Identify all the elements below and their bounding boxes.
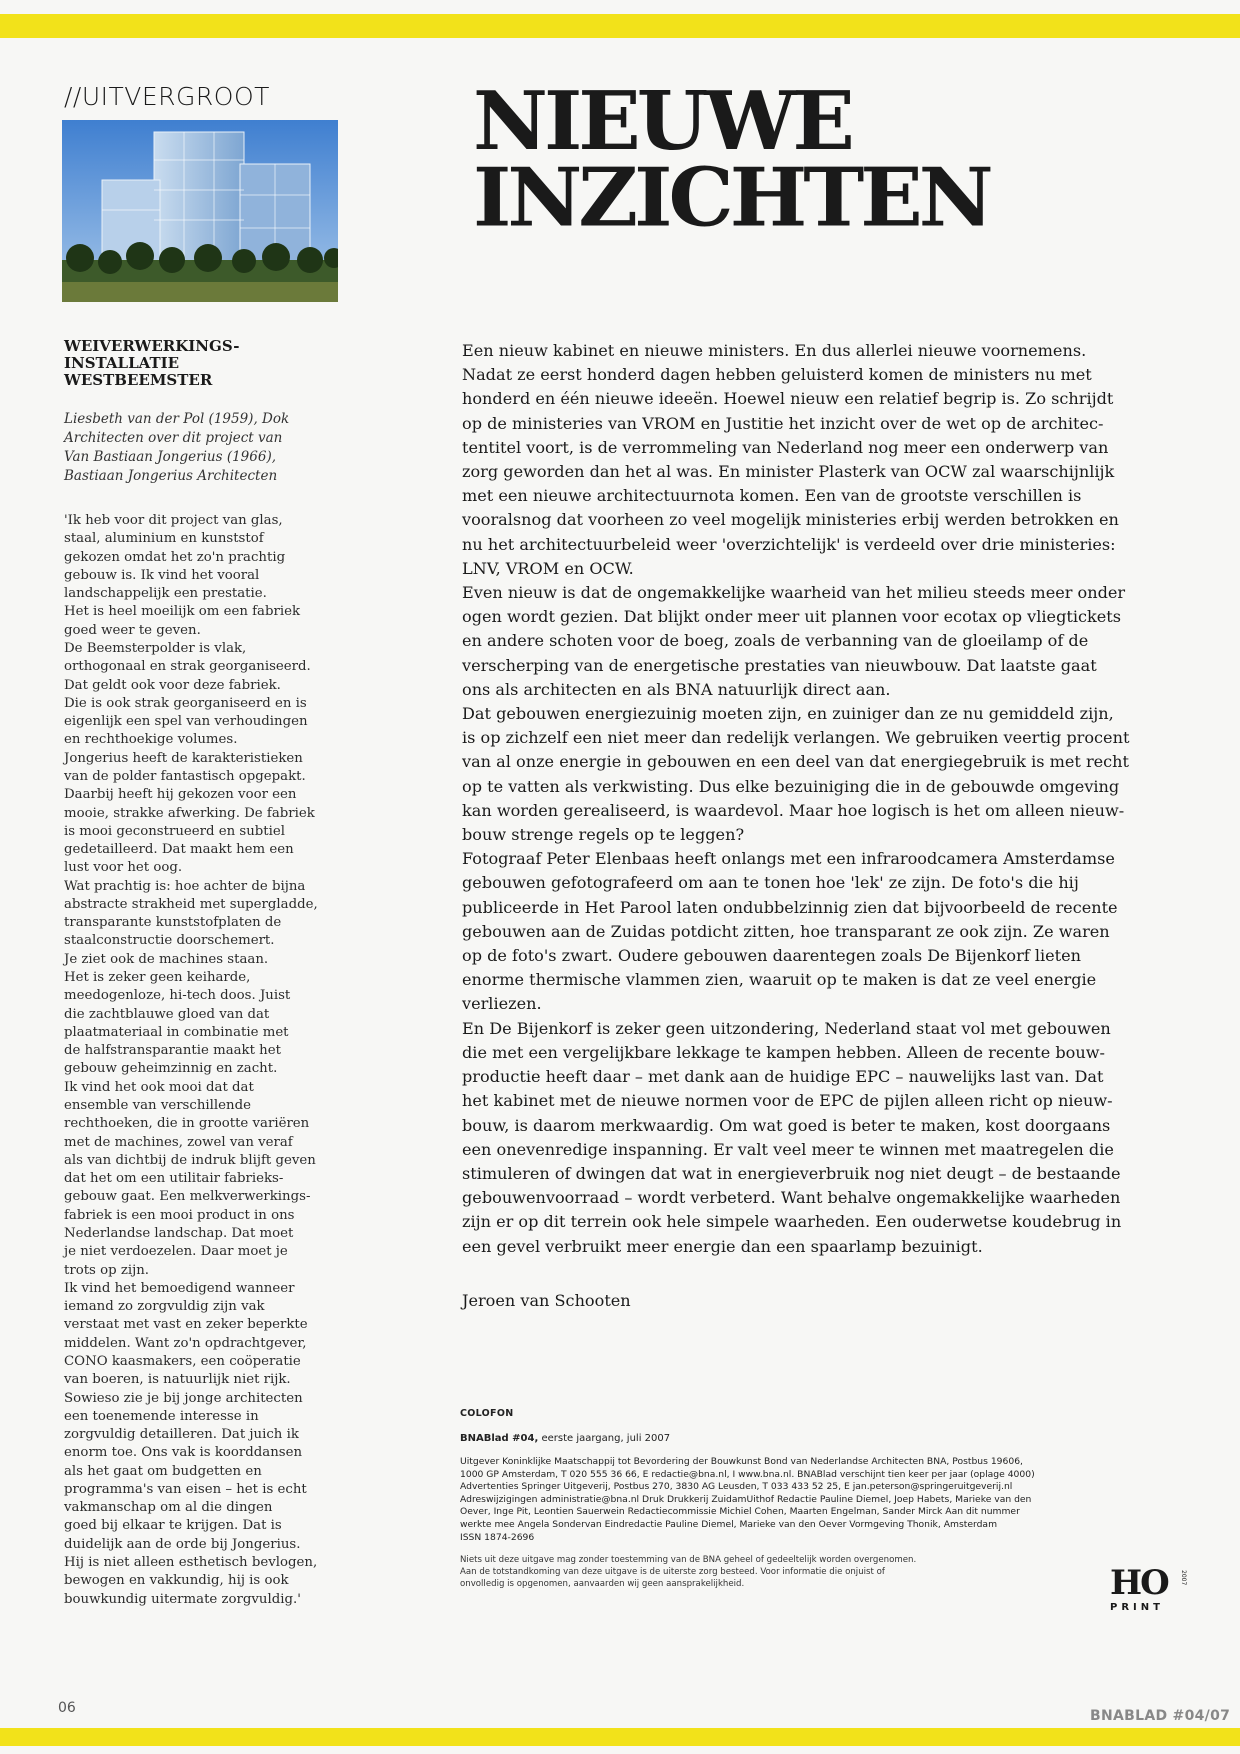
quote-line: 'Ik heb voor dit project van glas, [64,513,283,528]
article-line: Fotograaf Peter Elenbaas heeft onlangs met een infraroodcamera Amsterdamse [462,849,1115,869]
quote-line: mooie, strakke afwerking. De fabriek [64,805,315,821]
article-line: met een nieuwe architectuurnota komen. Een van de grootste verschillen is [462,486,1082,506]
article-line: het kabinet met de nieuwe normen voor de EPC de pijlen alleen richt op nieuw- [462,1091,1113,1111]
quote-line: Sowieso zie je bij jonge architecten [64,1390,303,1406]
quote-line: De Beemsterpolder is vlak, [64,640,247,656]
credit-line: Bastiaan Jongerius Architecten [64,468,278,484]
quote-line: goed weer te geven. [64,622,201,638]
article-line: verliezen. [462,994,542,1014]
article-line: gebouwen aan de Zuidas potdicht zitten, hoe transparant ze ook zijn. Ze waren [462,921,1110,941]
quote-line: rechthoeken, die in grootte variëren [64,1116,310,1132]
quote-line: als van dichtbij de indruk blijft geven [64,1152,316,1168]
article-line: kan worden gerealiseerd, is waardevol. Maar hoe logisch is het om alleen nieuw- [462,800,1125,820]
quote-line: je niet verdoezelen. Daar moet je [64,1244,288,1260]
quote-line: Daarbij heeft hij gekozen voor een [64,787,297,803]
quote-line: dat het om een utilitair fabrieks- [64,1171,284,1187]
colofon-title: COLOFON [460,1408,514,1419]
quote-line: met de machines, zowel van veraf [64,1134,293,1150]
article-line: Nadat ze eerst honderd dagen hebben geluisterd komen de ministers nu met [462,365,1092,385]
quote-line: de halfstransparantie maakt het [64,1043,281,1059]
sidebar-quote [64,512,354,1609]
credit-line: Van Bastiaan Jongerius (1966), [64,449,276,465]
article-line: zijn er op dit terrein ook hele simpele waarheden. Een ouderwetse koudebrug in [462,1212,1122,1232]
quote-line: staal, aluminium en kunststof [64,531,264,547]
article-line: op te vatten als verkwisting. Dus elke bezuiniging die in de gebouwde omgeving [462,776,1120,796]
project-heading [64,338,324,389]
quote-line: orthogonaal en strak georganiseerd. [64,659,311,675]
quote-line: die zachtblauwe gloed van dat [64,1006,270,1022]
quote-line: is mooi geconstrueerd en subtiel [64,823,285,839]
quote-line: Nederlandse landschap. Dat moet [64,1225,294,1241]
logo-year: 2007 [1180,1570,1187,1586]
quote-line: Het is heel moeilijk om een fabriek [64,604,301,620]
quote-line: trots op zijn. [64,1262,150,1278]
colofon-line: 1000 GP Amsterdam, T 020 555 36 66, E redactie@bna.nl, I www.bna.nl. BNABlad verschijnt tien keer per jaar (oplage 4000) [460,1468,1035,1480]
article-line: honderd en één nieuwe ideeën. Hoewel nieuw een relatief begrip is. Zo schrijdt [462,389,1114,409]
article-line: bouw strenge regels op te leggen? [462,825,745,845]
article-line: en andere schoten voor de boeg, zoals de verbanning van de gloeilamp of de [462,631,1089,651]
article-line: een onevenredige inspanning. Er valt veel meer te winnen met maatregelen die [462,1139,1114,1159]
building-illustration [62,120,338,302]
colofon-issue [460,1433,1220,1444]
quote-line: als het gaat om budgetten en [64,1463,262,1479]
footnote-line: onvolledig is opgenomen, aanvaarden wij geen aansprakelijkheid. [460,1579,745,1590]
article-line: enorme thermische vlammen zien, waaruit op te maken is dat ze veel energie [462,970,1097,990]
quote-line: Ik vind het bemoedigend wanneer [64,1280,295,1296]
quote-line: een toenemende interesse in [64,1408,259,1424]
quote-line: eigenlijk een spel van verhoudingen [64,714,308,730]
article-line: nu het architectuurbeleid weer 'overzichtelijk' is verdeeld over drie ministeries: [462,534,1116,554]
page-number: 06 [58,1700,76,1716]
article-line: ogen wordt gezien. Dat blijkt onder meer uit plannen voor ecotax op vliegtickets [462,607,1122,627]
heading-line: WEIVERWERKINGS- [64,337,240,355]
article-line: productie heeft daar – met dank aan de huidige EPC – nauwelijks last van. Dat [462,1067,1104,1087]
colofon-details [460,1456,1220,1544]
article-line: LNV, VROM en OCW. [462,558,634,578]
colofon-footnote [460,1554,1220,1590]
quote-line: ensemble van verschillende [64,1098,251,1113]
article-line: Een nieuw kabinet en nieuwe ministers. En dus allerlei nieuwe voornemens. [462,341,1087,360]
quote-line: landschappelijk een prestatie. [64,586,267,602]
quote-line: gebouw is. Ik vind het vooral [64,567,260,583]
article-line: van al onze energie in gebouwen en een deel van dat energiegebruik is met recht [462,752,1130,772]
article-line: is op zichzelf een niet meer dan redelijk verlangen. We gebruiken veertig procent [462,728,1130,748]
quote-line: meedogenloze, hi-tech doos. Juist [64,988,291,1004]
article-line: En De Bijenkorf is zeker geen uitzondering, Nederland staat vol met gebouwen [462,1018,1111,1038]
quote-line: gekozen omdat het zo'n prachtig [64,549,286,565]
quote-line: CONO kaasmakers, een coöperatie [64,1353,301,1369]
quote-line: abstracte strakheid met supergladde, [64,896,318,912]
quote-line: lust voor het oog. [64,860,183,876]
heading-line: WESTBEEMSTER [64,371,213,389]
quote-line: iemand zo zorgvuldig zijn vak [64,1299,265,1315]
quote-line: transparante kunststofplaten de [64,915,282,931]
colofon-line: werkte mee Angela Sondervan Eindredactie Pauline Diemel, Marieke van den Oever Vormgeving Thonik, Amsterdam [460,1518,998,1530]
article-line: Even nieuw is dat de ongemakkelijke waarheid van het milieu steeds meer onder [462,583,1126,603]
article-line: gebouwenvoorraad – wordt verbeterd. Want behalve ongemakkelijke waarheden [462,1188,1121,1208]
credit-line: Architecten over dit project van [64,430,283,446]
bottom-yellow-band [0,1728,1240,1746]
colofon-line: Advertenties Springer Uitgeverij, Postbus 270, 3830 AG Leusden, T 033 433 52 25, E jan.peterson@springeruitgeverij.nl [460,1481,1013,1493]
title-line-1: NIEUWE [473,74,851,169]
article-line: ons als architecten en als BNA natuurlijk direct aan. [462,679,891,699]
quote-line: enorm toe. Ons vak is koorddansen [64,1445,303,1461]
quote-line: gebouw gaat. Een melkverwerkings- [64,1189,311,1205]
footnote-line: Niets uit deze uitgave mag zonder toestemming van de BNA geheel of gedeeltelijk worden overgenomen. [460,1555,917,1566]
quote-line: middelen. Want zo'n opdrachtgever, [64,1335,307,1351]
article-line: tentitel voort, is de verrommeling van Nederland nog meer een onderwerp van [462,437,1109,457]
section-kicker: //UITVERGROOT [64,82,270,111]
quote-line: Die is ook strak georganiseerd en is [64,695,307,711]
quote-line: duidelijk aan de orde bij Jongerius. [64,1536,301,1552]
colofon-line: Uitgever Koninklijke Maatschappij tot Bevordering der Bouwkunst Bond van Nederlandse Architecten BNA, Postbus 19606, [460,1456,1023,1467]
logo-sub: PRINT [1110,1602,1164,1613]
building-photo [62,120,338,302]
colofon [460,1408,1220,1590]
article-line: een gevel verbruikt meer energie dan een spaarlamp bezuinigt. [462,1236,983,1256]
quote-line: van de polder fantastisch opgepakt. [64,768,306,784]
article-line: Dat gebouwen energiezuinig moeten zijn, en zuiniger dan ze nu gemiddeld zijn, [462,704,1114,724]
article-line: stimuleren of dwingen dat wat in energieverbruik nog niet deugt – de bestaande [462,1163,1121,1183]
colofon-line: Oever, Inge Pit, Leontien Sauerwein Redactiecommissie Michiel Cohen, Maarten Engelman, Sander Mirck Aan dit nummer [460,1506,1020,1518]
quote-line: Het is zeker geen keiharde, [64,970,251,986]
quote-line: bouwkundig uitermate zorgvuldig.' [64,1591,301,1607]
quote-line: plaatmateriaal in combinatie met [64,1024,289,1040]
issue-name: BNABlad #04, [460,1433,539,1444]
article-line: op de ministeries van VROM en Justitie het inzicht over de wet op de architec- [462,413,1104,433]
top-yellow-band [0,14,1240,38]
quote-line: goed bij elkaar te krijgen. Dat is [64,1518,282,1534]
quote-line: fabriek is een mooi product in ons [64,1207,295,1223]
quote-line: Dat geldt ook voor deze fabriek. [64,677,281,693]
quote-line: Je ziet ook de machines staan. [64,951,269,967]
quote-line: gedetailleerd. Dat maakt hem een [64,842,294,858]
quote-line: vakmanschap om al die dingen [64,1500,273,1516]
article-title [473,74,990,246]
publication-footer: BNABLAD #04/07 [1090,1708,1231,1724]
logo-mark: HO [1110,1563,1168,1603]
quote-line: en rechthoekige volumes. [64,732,238,748]
ho-print-logo [1110,1563,1187,1616]
article-line: die met een vergelijkbare lekkage te kampen hebben. Alleen de recente bouw- [462,1042,1105,1062]
colofon-line: ISSN 1874-2696 [460,1531,535,1543]
article-author: Jeroen van Schooten [462,1291,631,1310]
quote-line: van boeren, is natuurlijk niet rijk. [64,1372,291,1388]
quote-line: Wat prachtig is: hoe achter de bijna [64,878,306,894]
quote-line: programma's van eisen – het is echt [64,1481,307,1497]
article-line: vooralsnog dat voorheen zo veel mogelijk ministeries erbij werden betrokken en [462,510,1119,530]
article-line: gebouwen gefotografeerd om aan te tonen hoe 'lek' ze zijn. De foto's die hij [462,873,1079,893]
issue-date: eerste jaargang, juli 2007 [538,1433,671,1444]
footnote-line: Aan de totstandkoming van deze uitgave is de uiterste zorg besteed. Voor informatie die onjuist of [460,1567,885,1578]
quote-line: verstaat met vast en zeker beperkte [64,1317,308,1333]
article-line: zorg geworden dan het al was. En minister Plasterk van OCW zal waarschijnlijk [462,462,1115,482]
article-line: bouw, is daarom merkwaardig. Om wat goed is beter te maken, kost doorgaans [462,1115,1111,1135]
credit-line: Liesbeth van der Pol (1959), Dok [64,411,290,427]
article-line: op de foto's zwart. Oudere gebouwen daarentegen zoals De Bijenkorf lieten [462,946,1082,966]
article-line: publiceerde in Het Parool laten ondubbelzinnig zien dat bijvoorbeeld de recente [462,897,1118,917]
quote-line: gebouw geheimzinnig en zacht. [64,1061,278,1077]
quote-line: Jongerius heeft de karakteristieken [64,750,303,766]
colofon-line: Adreswijzigingen administratie@bna.nl Druk Drukkerij ZuidamUithof Redactie Pauline Diemel, Joep Habets, Marieke van den [460,1493,1032,1505]
quote-line: zorgvuldig detailleren. Dat juich ik [64,1427,299,1443]
quote-line: Hij is niet alleen esthetisch bevlogen, [64,1555,318,1571]
title-line-2: INZICHTEN [473,151,990,246]
article-body [462,339,1240,1259]
article-line: verscherping van de energetische prestaties van nieuwbouw. Dat laatste gaat [462,655,1097,675]
heading-line: INSTALLATIE [64,354,180,372]
quote-line: bewogen en vakkundig, hij is ook [64,1573,289,1589]
quote-line: staalconstructie doorschemert. [64,933,275,949]
quote-line: Ik vind het ook mooi dat dat [64,1079,254,1095]
project-credit [64,410,324,486]
